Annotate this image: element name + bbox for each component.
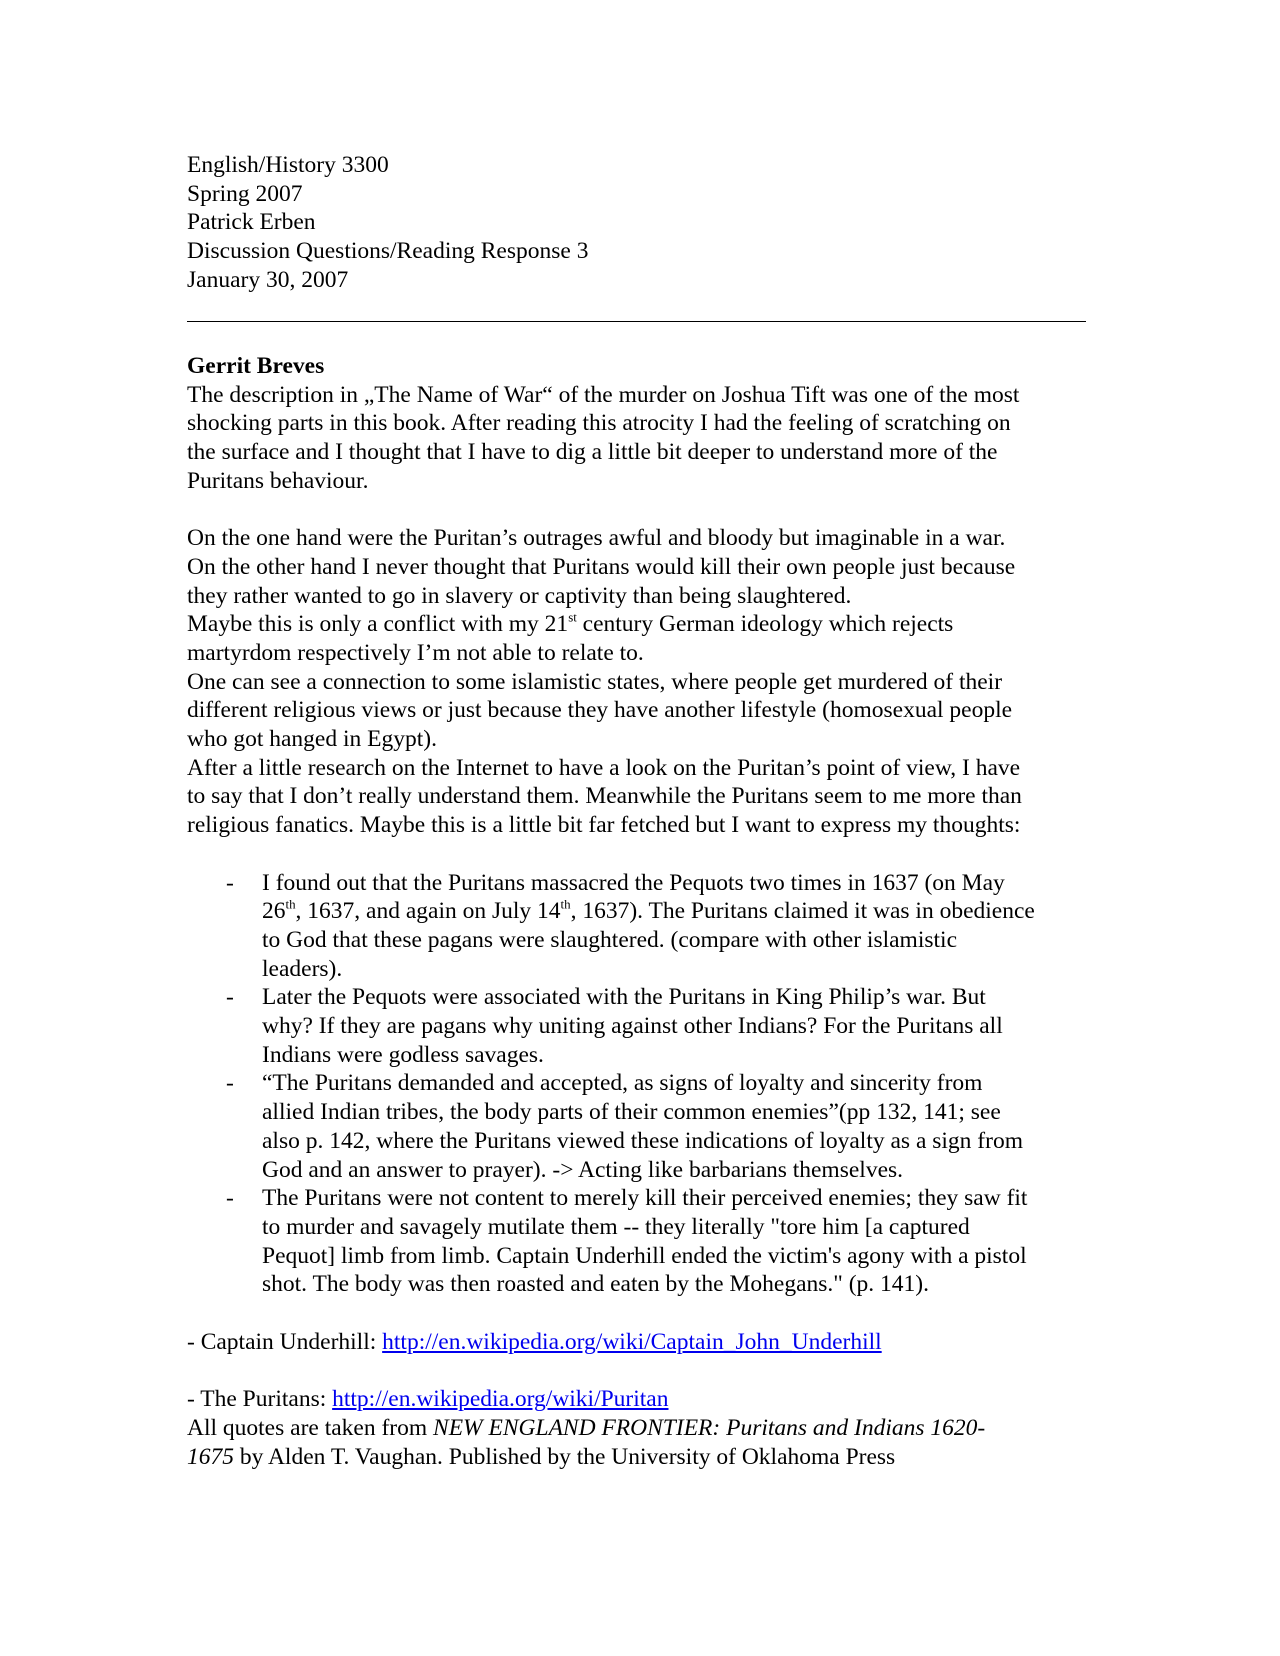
paragraph-5-line: After a little research on the Internet to have a look on the Puritan’s point of view, I have [187,754,1021,781]
book-title: NEW ENGLAND FRONTIER: Puritans and Indians 1620- [433,1414,986,1441]
paragraph-4-line: who got hanged in Egypt). [187,726,437,753]
assignment-title: Discussion Questions/Reading Response 3 [187,238,589,265]
document-body [187,151,1087,1471]
paragraph-1-line: Puritans behaviour. [187,467,369,494]
thoughts-list [187,869,1087,1300]
paragraph-1-line: the surface and I thought that I have to dig a little bit deeper to understand more of the [187,439,998,465]
paragraph-5-line: religious fanatics. Maybe this is a little bit far fetched but I want to express my thoughts: [187,812,1021,839]
paragraph-4-line: different religious views or just because they have another lifestyle (homosexual people [187,697,1013,724]
list-dash: - [226,1070,234,1097]
citation-line: 1675 by Alden T. Vaughan. Published by the University of Oklahoma Press [187,1443,896,1470]
paragraph-1-line: shocking parts in this book. After reading this atrocity I had the feeling of scratching on [187,410,1011,437]
paragraph-3-line: martyrdom respectively I’m not able to relate to. [187,639,644,666]
list-item: - The Puritans were not content to merely kill their perceived enemies; they saw fit to murder and savagely mutilate them -- they literally "tore him [a captured Pequot] limb from limb. Captain Underhill ended the victim's agony with a pistol shot. The body was then roasted and eaten by the Mohegans." (p. 141). [226,1185,1028,1298]
instructor-name: Patrick Erben [187,209,316,236]
paragraph-1-line: The description in „The Name of War“ of the murder on Joshua Tift was one of the most [187,381,1020,408]
paragraph-4-line: One can see a connection to some islamistic states, where people get murdered of their [187,668,1003,695]
list-item: - Later the Pequots were associated with the Puritans in King Philip’s war. But why? If they are pagans why uniting against other Indians? For the Puritans all Indians were godless savages. [226,984,1003,1068]
list-dash: - [226,869,234,896]
puritans-wikipedia-link[interactable]: http://en.wikipedia.org/wiki/Puritan [332,1386,669,1413]
paragraph-2-line: On the other hand I never thought that Puritans would kill their own people just because [187,553,1016,580]
document-date: January 30, 2007 [187,266,349,293]
book-title-end: 1675 [187,1443,234,1470]
list-item: - “The Puritans demanded and accepted, as signs of loyalty and sincerity from allied Indian tribes, the body parts of their common enemies”(pp 132, 141; see also p. 142, where the Puritans viewed these indications of loyalty as a sign from God and an answer to prayer). -> Acting like barbarians themselves. [226,1070,1023,1183]
citation-line: All quotes are taken from NEW ENGLAND FRONTIER: Puritans and Indians 1620- [187,1414,986,1441]
list-item: - I found out that the Puritans massacred the Pequots two times in 1637 (on May 26th, 1637, and again on July 14th, 1637). The Puritans claimed it was in obedience to God that these pagans were slaughtered. (compare with other islamistic leaders). [226,869,1035,982]
paragraph-2-line: On the one hand were the Puritan’s outrages awful and bloody but imaginable in a war. [187,525,1006,552]
term: Spring 2007 [187,180,303,207]
puritans-link-line: - The Puritans: http://en.wikipedia.org/wiki/Puritan [187,1386,669,1413]
author-name: Gerrit Breves [187,352,325,379]
horizontal-rule [187,295,1087,324]
underhill-link-line: - Captain Underhill: http://en.wikipedia.org/wiki/Captain_John_Underhill [187,1328,882,1355]
list-dash: - [226,984,234,1011]
paragraph-5-line: to say that I don’t really understand them. Meanwhile the Puritans seem to me more than [187,783,1022,810]
underhill-wikipedia-link[interactable]: http://en.wikipedia.org/wiki/Captain_John_Underhill [382,1328,882,1355]
course-name: English/History 3300 [187,152,389,178]
paragraph-3-line: Maybe this is only a conflict with my 21st century German ideology which rejects [187,609,954,638]
paragraph-2-line: they rather wanted to go in slavery or captivity than being slaughtered. [187,582,852,609]
list-dash: - [226,1185,234,1212]
